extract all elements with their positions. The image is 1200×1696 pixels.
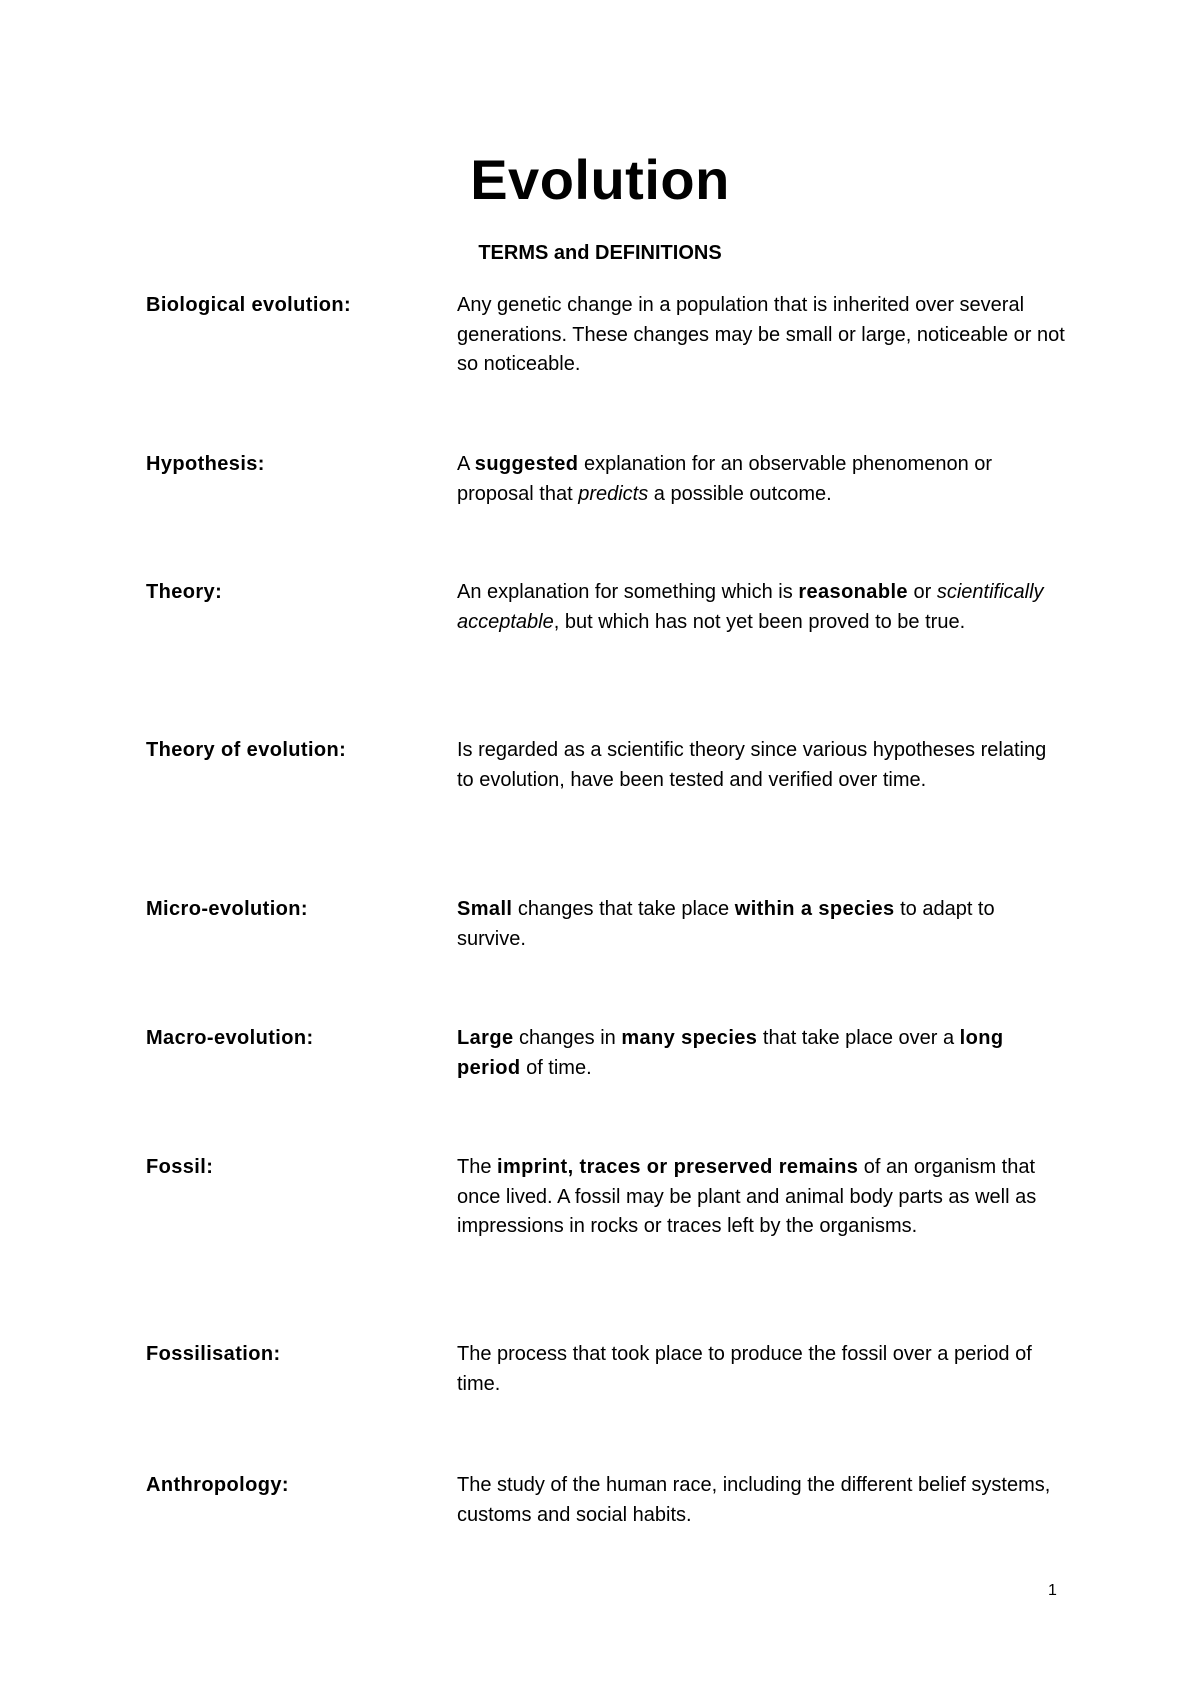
- bold-text: Large: [457, 1027, 514, 1049]
- text-segment: Any genetic change in a population that is inherited over several generations. These changes may be small or large, noticeable or not so noticeable.: [457, 294, 1065, 375]
- term-label: Fossilisation:: [146, 1343, 281, 1365]
- text-segment: An explanation for something which is: [457, 581, 799, 603]
- term-label: Anthropology:: [146, 1474, 289, 1496]
- term-label: Fossil:: [146, 1156, 214, 1178]
- text-segment: explanation for an observable phenomenon or proposal that: [457, 453, 993, 505]
- definition-text: [457, 291, 1067, 380]
- text-segment: or: [907, 581, 937, 603]
- page-title: Evolution: [470, 148, 730, 211]
- term-label: Micro-evolution:: [146, 898, 308, 920]
- text-segment: of time.: [520, 1056, 592, 1079]
- definition-text: [457, 1471, 1067, 1530]
- bold-text: Small: [457, 898, 513, 920]
- bold-text: imprint, traces or preserved remains: [497, 1156, 859, 1178]
- definition-text: [457, 1153, 1067, 1242]
- definition-text: [457, 578, 1067, 637]
- section-subtitle: TERMS and DEFINITIONS: [478, 242, 722, 264]
- bold-text: within a species: [734, 898, 895, 920]
- definition-text: [457, 736, 1067, 795]
- italic-text: predicts: [578, 482, 649, 505]
- text-segment: A: [457, 453, 475, 475]
- bold-text: long period: [457, 1027, 1004, 1079]
- bold-text: suggested: [474, 453, 579, 475]
- term-label: Macro-evolution:: [146, 1027, 314, 1049]
- text-segment: Is regarded as a scientific theory since various hypotheses relating to evolution, have been tested and verified over time.: [457, 739, 1047, 791]
- term-label: Hypothesis:: [146, 453, 265, 475]
- text-segment: , but which has not yet been proved to be true.: [553, 610, 966, 633]
- term-label: Theory:: [146, 581, 223, 603]
- text-segment: to adapt to survive.: [457, 898, 995, 950]
- text-segment: The study of the human race, including the different belief systems, customs and social habits.: [457, 1474, 1051, 1526]
- bold-text: many species: [621, 1027, 758, 1049]
- term-label: Biological evolution:: [146, 294, 352, 316]
- text-segment: of an organism that once lived. A fossil may be plant and animal body parts as well as impressions in rocks or traces left by the organisms.: [457, 1156, 1037, 1237]
- definition-text: [457, 1340, 1067, 1399]
- text-segment: a possible outcome.: [648, 482, 832, 505]
- bold-text: reasonable: [798, 581, 908, 603]
- italic-text: scientifically acceptable: [457, 581, 1044, 633]
- text-segment: changes in: [513, 1027, 622, 1049]
- text-segment: The process that took place to produce the fossil over a period of time.: [457, 1343, 1032, 1395]
- definition-text: [457, 1024, 1067, 1083]
- text-segment: changes that take place: [512, 898, 735, 920]
- page-number: 1: [1048, 1582, 1057, 1599]
- definition-text: [457, 450, 1067, 509]
- text-segment: that take place over a: [757, 1027, 960, 1049]
- text-segment: The: [457, 1156, 498, 1178]
- definition-text: [457, 895, 1067, 954]
- term-label: Theory of evolution:: [146, 739, 347, 761]
